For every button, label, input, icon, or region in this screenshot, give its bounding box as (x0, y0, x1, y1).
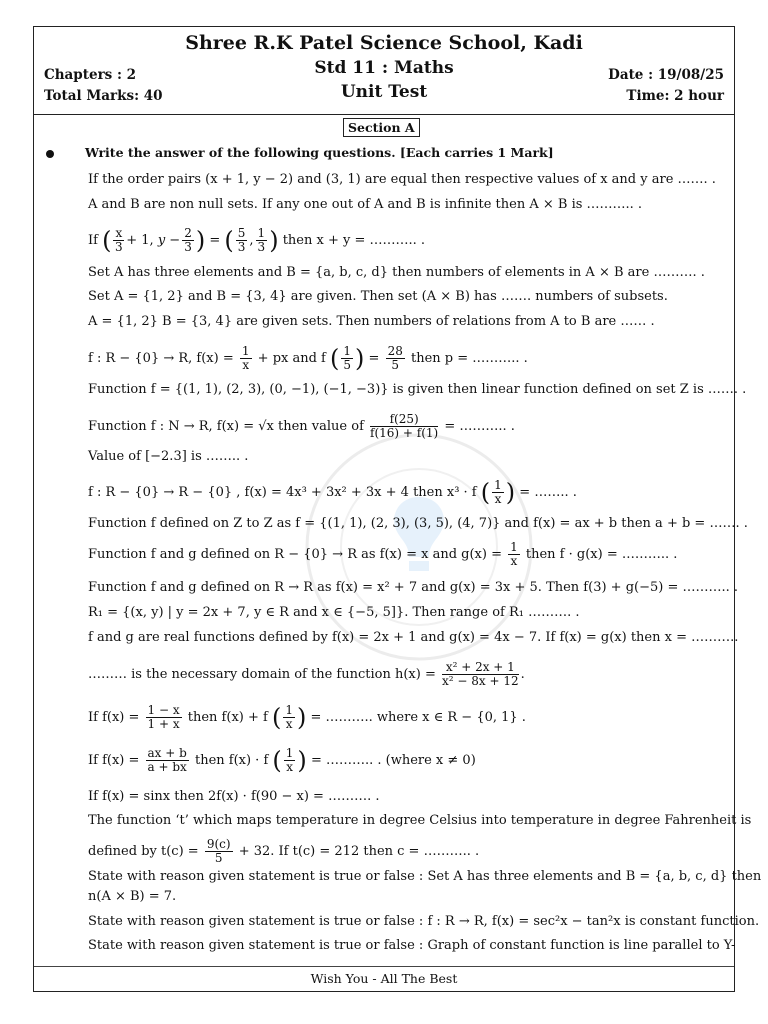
fraction: $\frac{x}{3}$ (115, 226, 123, 254)
fraction: $\frac{ax + b}{a + bx}$ (147, 746, 187, 774)
question-20: If f(x) = sinx then 2f(x) · f(90 − x) = ………. . (88, 789, 380, 804)
question-17: ……… is the necessary domain of the function h(x) = $\frac{\text{x² + 2x + 1}}{\text{x² − 8x + 12}}$ . (88, 660, 525, 688)
question-16: f and g are real functions defined by f(x) = 2x + 1 and g(x) = 4x − 7. If f(x) = g(x) then x = ……….. (88, 630, 739, 645)
fraction: $\frac{2}{3}$ (184, 226, 192, 254)
question-22-line-1: State with reason given statement is true or false : Set A has three elements and B = {a, b, c, d} then (88, 869, 762, 884)
fraction: $\frac{1}{x}$ (510, 540, 518, 568)
section-a-label: Section A (343, 118, 420, 137)
fraction: $\frac{1}{x}$ (494, 478, 502, 506)
footer-divider (34, 966, 734, 967)
fraction: $\frac{1}{x}$ (285, 746, 294, 774)
question-8: Function f = {(1, 1), (2, 3), (0, −1), (−1, −3)} is given then linear function defined on set Z is ……. . (88, 382, 747, 397)
footer-message: Wish You - All The Best (310, 971, 458, 986)
header-divider (34, 114, 734, 115)
question-23: State with reason given statement is true or false : f : R → R, f(x) = sec²x − tan²x is constant function. (88, 914, 760, 929)
question-12: Function f defined on Z to Z as f = {(1, 1), (2, 3), (3, 5), (4, 7)} and f(x) = ax + b then a + b = ……. . (88, 516, 748, 531)
test-title: Unit Test (340, 82, 428, 102)
total-marks: Total Marks: 40 (44, 88, 163, 104)
exam-date: Date : 19/08/25 (608, 67, 724, 83)
question-13: Function f and g defined on R − {0} → R as f(x) = x and g(x) = $\frac{1}{x}$ then f · g(x) = ……….. . (88, 540, 678, 568)
question-6: A = {1, 2} B = {3, 4} are given sets. Then numbers of relations from A to B are …… . (88, 314, 655, 329)
school-name: Shree R.K Patel Science School, Kadi (185, 32, 583, 54)
fraction: $\frac{1}{5}$ (343, 344, 352, 372)
question-14: Function f and g defined on R → R as f(x) = x² + 7 and g(x) = 3x + 5. Then f(3) + g(−5) = ……….. . (88, 580, 739, 595)
question-19: If f(x) = $\frac{ax + b}{a + bx}$ then f(x) · f ( $\frac{1}{x}$ ) = ……….. . (where x ≠ 0) (88, 746, 476, 775)
instruction: Write the answer of the following questions. [Each carries 1 Mark] (85, 145, 554, 160)
paper-frame (33, 26, 762, 992)
question-4: Set A has three elements and B = {a, b, c, d} then numbers of elements in A × B are ………. . (88, 265, 705, 280)
question-18: If f(x) = $\frac{1 - x}{1 + x}$ then f(x) + f ( $\frac{1}{x}$ ) = ……….. where x ∈ R − {0, 1} . (88, 703, 526, 732)
fraction: $\frac{\text{x² + 2x + 1}}{\text{x² − 8x + 12}}$ (442, 660, 519, 688)
question-2: A and B are non null sets. If any one out of A and B is infinite then A × B is ……….. . (88, 197, 643, 212)
standard-subject: Std 11 : Maths (314, 58, 454, 78)
fraction: $\frac{1 - x}{1 + x}$ (147, 703, 180, 731)
fraction: $\frac{9(c)}{5}$ (206, 837, 231, 865)
question-7: f : R − {0} → R, f(x) = $\frac{1}{x}$ + px and f ( $\frac{1}{5}$ ) = $\frac{28}{5}$ then p = ……….. . (88, 344, 528, 373)
question-22-line-2: n(A × B) = 7. (88, 889, 177, 904)
question-21-line-2: defined by t(c) = $\frac{9(c)}{5}$ + 32. If t(c) = 212 then c = ……….. . (88, 837, 480, 865)
chapters: Chapters : 2 (44, 67, 137, 83)
fraction: $\frac{1}{x}$ (241, 344, 250, 372)
question-21-line-1: The function ‘t’ which maps temperature in degree Celsius into temperature in degree Fahrenheit is (88, 813, 752, 828)
exam-time: Time: 2 hour (626, 88, 724, 104)
question-10: Value of [−2.3] is …….. . (88, 449, 249, 464)
fraction: $\frac{1}{x}$ (285, 703, 293, 731)
fraction: $\frac{f(25)}{f(16) + f(1)}$ (370, 412, 439, 440)
question-15: R₁ = {(x, y) | y = 2x + 7, y ∈ R and x ∈ {−5, 5]}. Then range of R₁ ………. . (88, 605, 580, 620)
question-5: Set A = {1, 2} and B = {3, 4} are given. Then set (A × B) has ……. numbers of subsets. (88, 289, 668, 304)
fraction: $\frac{5}{3}$ (237, 226, 246, 254)
question-3: If ( $\frac{x}{3}$ + 1, y − $\frac{2}{3}$ ) = ( $\frac{5}{3}$ , $\frac{1}{3}$ ) then x + y = ……….. . (88, 226, 426, 255)
question-11: f : R − {0} → R − {0} , f(x) = 4x³ + 3x² + 3x + 4 then x³ · f ( $\frac{1}{x}$ ) = …….. . (88, 478, 577, 507)
question-9: Function f : N → R, f(x) = √x then value of $\frac{f(25)}{f(16) + f(1)}$ = ……….. . (88, 412, 515, 440)
question-1: If the order pairs (x + 1, y − 2) and (3, 1) are equal then respective values of x and y are ……. . (88, 172, 716, 187)
fraction: $\frac{28}{5}$ (387, 344, 403, 372)
question-24: State with reason given statement is true or false : Graph of constant function is line parallel to Y- (88, 938, 736, 953)
fraction: $\frac{1}{3}$ (257, 226, 266, 254)
bullet-icon (46, 150, 54, 158)
